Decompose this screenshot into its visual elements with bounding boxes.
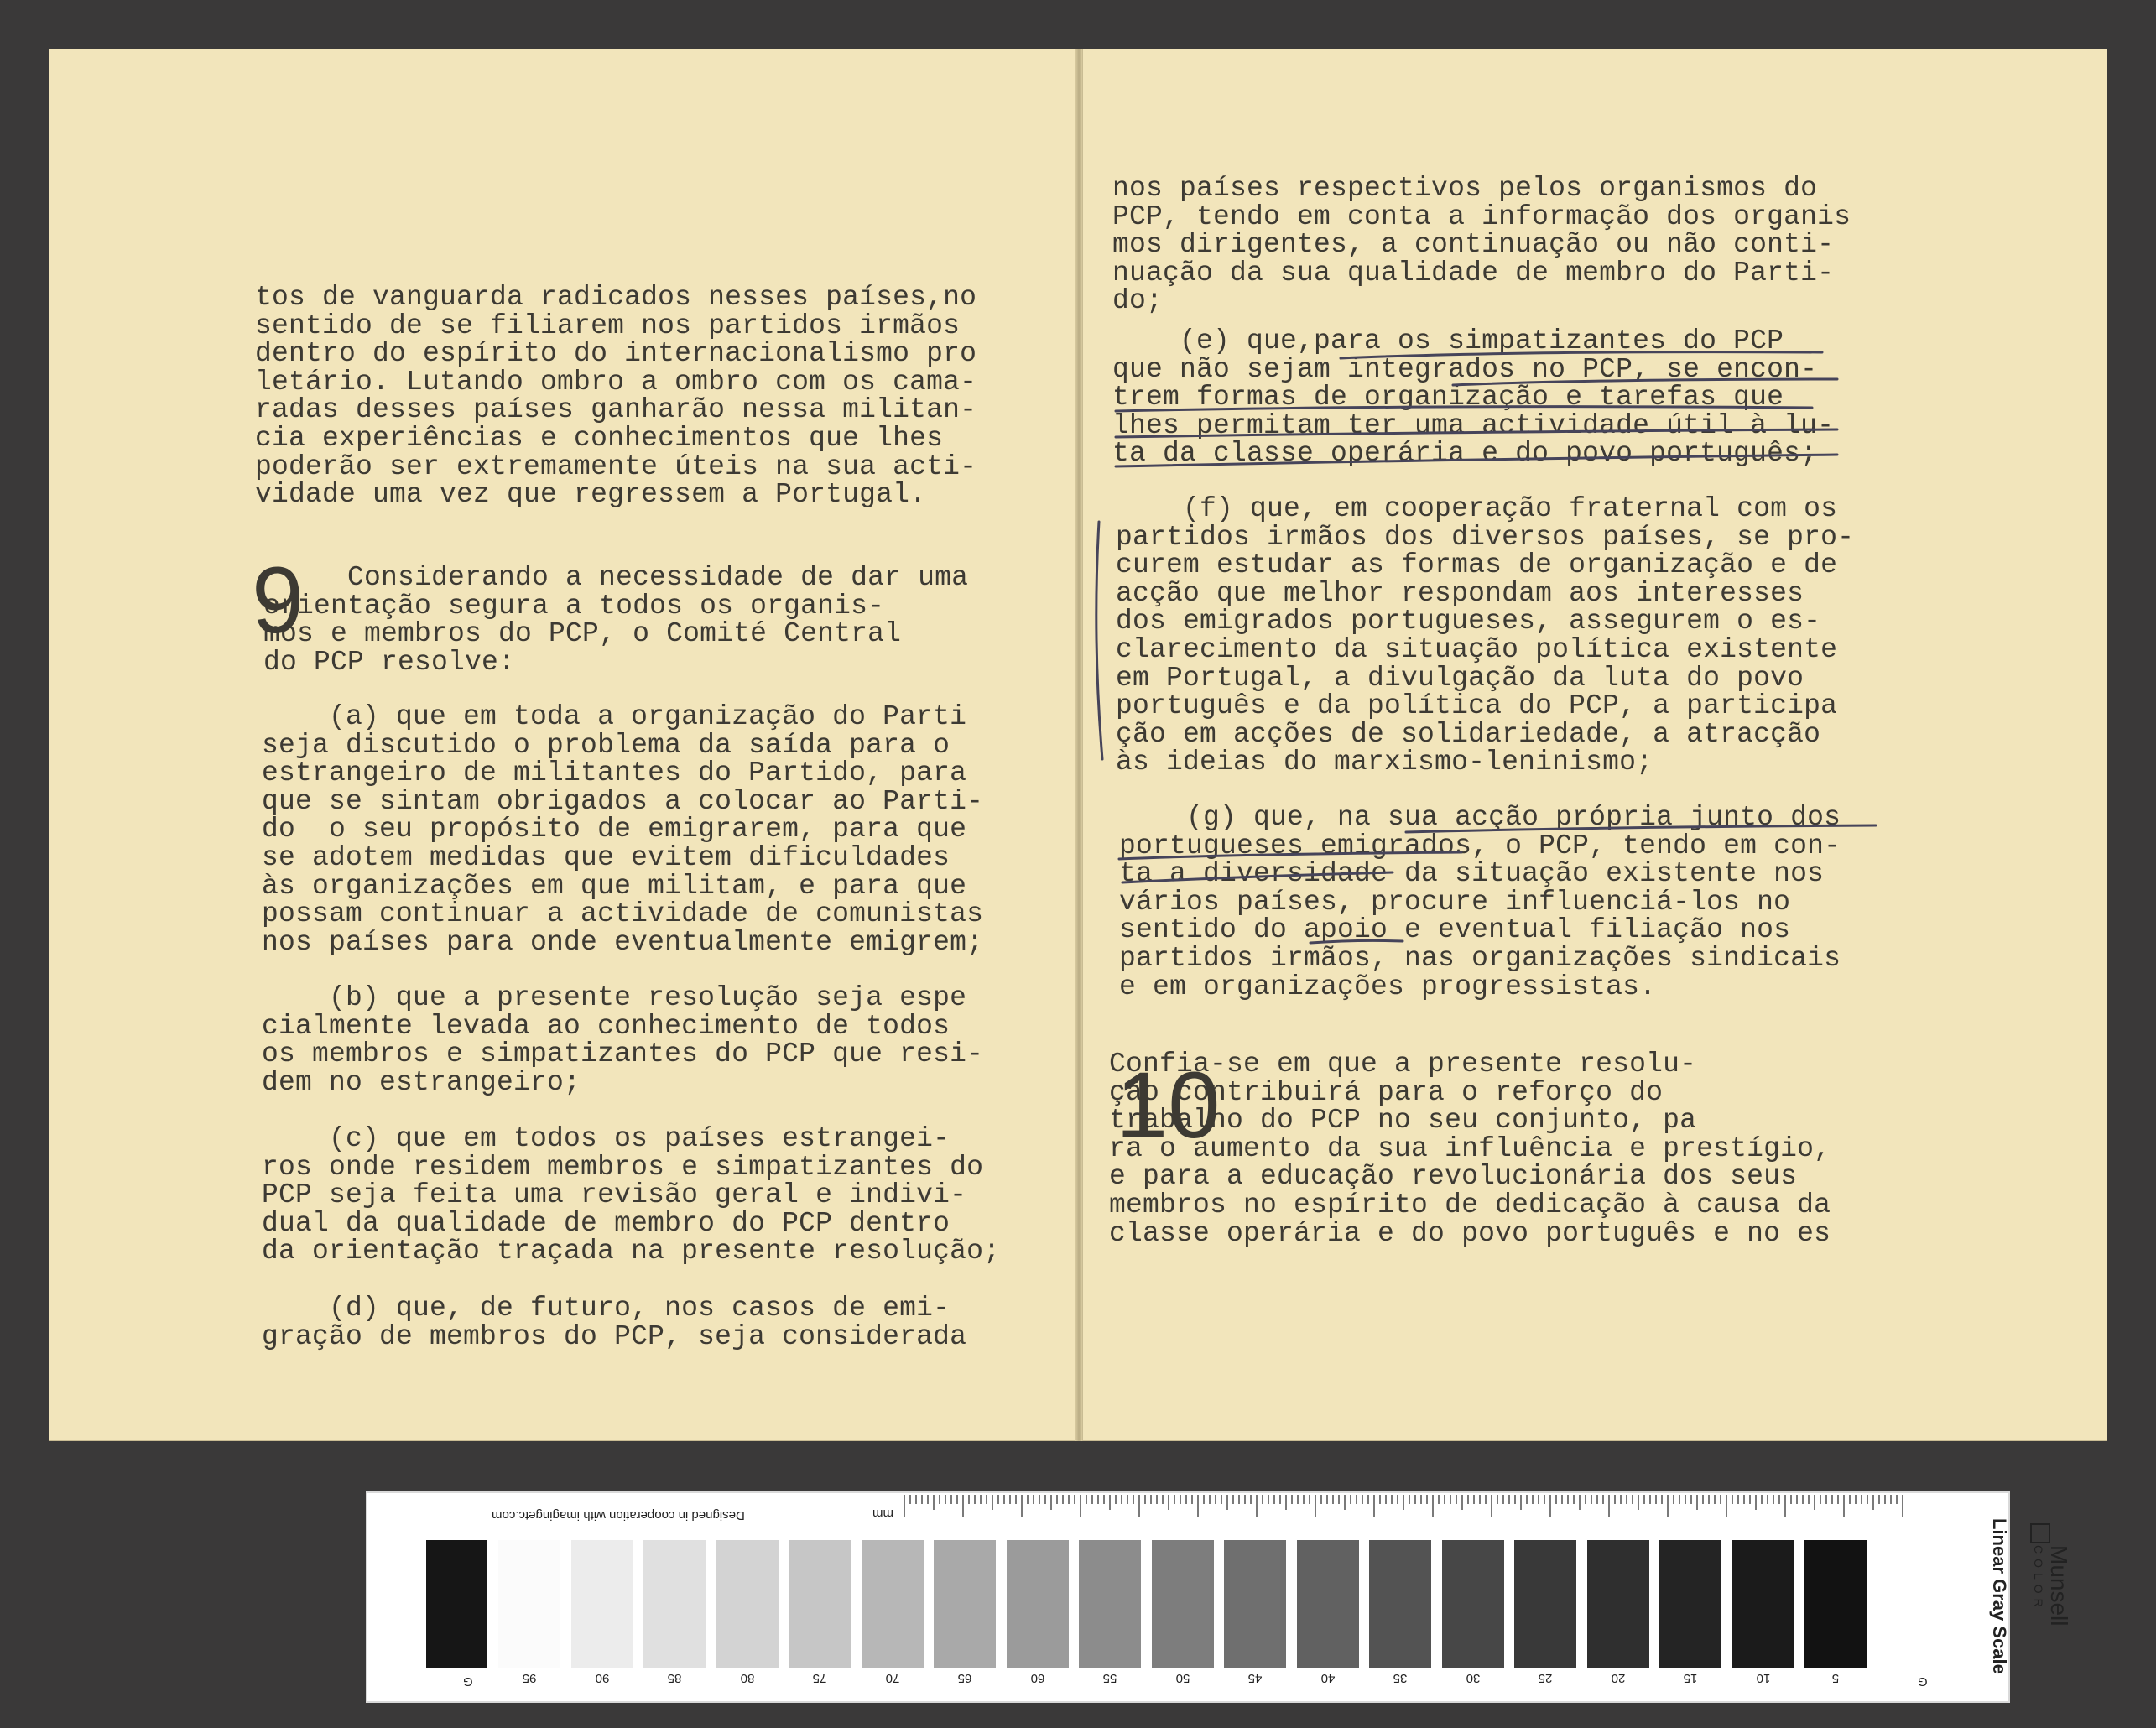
item-e: (e) que,para os simpatizantes do PCP que não sejam integrados no PCP, se encon- trem formas de organização e tarefas que lhes permitam ter uma actividade útil à lu- ta da classe operária e do povo português; [1112, 325, 1835, 470]
section-9-intro: Considerando a necessidade de dar uma orientação segura a todos os organis- mos e membros do PCP, o Comité Central do PCP resolve: [263, 562, 969, 678]
gray-swatch [1514, 1540, 1576, 1668]
gray-swatch-label: 45 [1247, 1671, 1263, 1685]
gray-swatch [1804, 1540, 1867, 1668]
gray-swatch [1007, 1540, 1069, 1668]
gray-swatch [1659, 1540, 1721, 1668]
item-g: (g) que, na sua acção própria junto dos portugueses emigrados, o PCP, tendo em con- ta a diversidade da situação existente nos vários países, procure influenciá-los no sentido do apoio e eventual filiação nos partidos irmãos, nas organizações sindicais e em organizações progressistas. [1119, 802, 1841, 1002]
gray-swatch-label: 20 [1611, 1671, 1625, 1685]
swatch-black-left [426, 1540, 487, 1668]
scale-name: Linear Gray Scale [1989, 1518, 2010, 1674]
gray-swatch-label: 30 [1466, 1671, 1480, 1685]
gray-swatch [571, 1540, 633, 1668]
gray-swatch [789, 1540, 851, 1668]
gray-swatch-label: 35 [1393, 1671, 1408, 1685]
gray-swatch-label: 55 [1102, 1671, 1117, 1685]
brand-name: Munsell [2046, 1545, 2072, 1627]
section-9-number: 9 [252, 548, 305, 653]
munsell-logo-icon [2030, 1523, 2050, 1543]
gray-swatch-label: 40 [1320, 1671, 1335, 1685]
gray-swatch [1297, 1540, 1359, 1668]
gray-swatch-label: 75 [812, 1671, 827, 1685]
section-10-intro: Confia-se em que a presente resolu- ção contribuirá para o reforço do trabalho do PCP no seu conjunto, pa ra o aumento da sua influência e prestígio, e para a educação revolucionária dos seus membros no espírito de dedicação à causa da classe operária e do povo português e no es [1109, 1049, 1831, 1249]
gray-swatch-label: 85 [667, 1671, 682, 1685]
gray-swatch-label: 25 [1538, 1671, 1553, 1685]
gray-swatch [934, 1540, 996, 1668]
card-end-label-left: G [463, 1674, 473, 1689]
item-d: (d) que, de futuro, nos casos de emi- gração de membros do PCP, seja considerada [262, 1293, 967, 1352]
brand-sub: COLOR [2032, 1545, 2045, 1612]
card-unit: mm [872, 1507, 893, 1521]
gray-swatch [716, 1540, 779, 1668]
gray-swatch-label: 15 [1683, 1671, 1698, 1685]
gray-swatch [1224, 1540, 1286, 1668]
item-a: (a) que em toda a organização do Parti seja discutido o problema da saída para o estrangeiro de militantes do Partido, para que se sintam obrigados a colocar ao Parti- do o seu propósito de emigrarem, para que se adotem medidas que evitem dificuldades às organizações em que militam, e para que possam continuar a actividade de comunistas nos países para onde eventualmente emigrem; [262, 701, 984, 958]
mm-ruler [901, 1491, 1908, 1517]
gray-swatch [862, 1540, 924, 1668]
card-end-label-right: G [1918, 1674, 1928, 1689]
left-page-paragraph: tos de vanguarda radicados nesses países,no sentido de se filiarem nos partidos irmãos dentro do espírito do internacionalismo pro letário. Lutando ombro a ombro com os cama- radas desses países ganharão nessa militan- cia experiências e conhecimentos que lhes poderão ser extremamente úteis na sua acti- vidade uma vez que regressem a Portugal. [255, 282, 977, 511]
gray-swatch-label: 10 [1756, 1671, 1770, 1685]
gray-swatch [1442, 1540, 1504, 1668]
gray-swatch-label: 50 [1175, 1671, 1190, 1685]
section-10-number: 10 [1116, 1053, 1221, 1158]
gray-swatch-label: 70 [885, 1671, 899, 1685]
item-f: (f) que, em cooperação fraternal com os partidos irmãos dos diversos países, se pro- curem estudar as formas de organização e de acção que melhor respondam aos interesses dos emigrados portugueses, assegurem o es- clarecimento da situação política existente em Portugal, a divulgação da luta do povo português e da política do PCP, a participa ção em acções de solidariedade, a atracção às ideias do marxismo-leninismo; [1116, 493, 1855, 778]
gray-swatch [1152, 1540, 1214, 1668]
gray-swatch-label: 95 [522, 1671, 537, 1685]
gray-swatch [1079, 1540, 1141, 1668]
gray-swatch [1587, 1540, 1649, 1668]
book-spine [1075, 49, 1082, 1441]
gray-swatch [1732, 1540, 1794, 1668]
gray-swatch-label: 5 [1831, 1671, 1840, 1685]
gray-swatch-label: 60 [1030, 1671, 1044, 1685]
gray-swatch [498, 1540, 560, 1668]
item-c: (c) que em todos os países estrangei- ros onde residem membros e simpatizantes do PCP seja feita uma revisão geral e indivi- dual da qualidade de membro do PCP dentro da orientação traçada na presente resolução; [262, 1123, 1001, 1267]
gray-swatch-label: 65 [957, 1671, 972, 1685]
gray-swatch-label: 90 [595, 1671, 609, 1685]
gray-swatch-label: 80 [740, 1671, 754, 1685]
right-page-paragraph: nos países respectivos pelos organismos do PCP, tendo em conta a informação dos organis mos dirigentes, a continuação ou não conti- nuação da sua qualidade de membro do Parti- do; [1112, 173, 1851, 317]
gray-swatch [1369, 1540, 1431, 1668]
item-b: (b) que a presente resolução seja espe cialmente levada ao conhecimento de todos os membros e simpatizantes do PCP que resi- dem no estrangeiro; [262, 982, 984, 1098]
gray-swatch [643, 1540, 706, 1668]
card-credit: Designed in cooperation with imagingetc.com [492, 1508, 745, 1522]
